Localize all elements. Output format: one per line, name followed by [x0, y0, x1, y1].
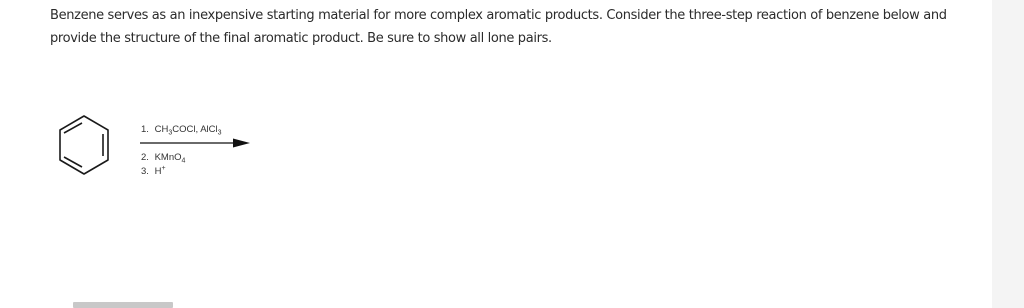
reaction-arrow — [140, 139, 250, 148]
step-3-number: 3. — [141, 166, 149, 177]
step-1-reagent-b-subscript: 3 — [217, 129, 222, 137]
step-1-number: 1. — [141, 124, 149, 135]
step-2-number: 2. — [141, 152, 149, 163]
question-text: Benzene serves as an inexpensive starting material for more complex aromatic products. Consider the three-step reaction of benzene below and provide the structure of the final aromatic product. Be sure to show all lone pairs. — [50, 8, 947, 46]
step-3-reagent: H — [154, 166, 162, 177]
step-2-reagent-subscript: 4 — [181, 157, 186, 165]
step-1-reagent-b: COCl, AlCl — [172, 124, 218, 135]
step-1-reagent-a-subscript: 3 — [168, 129, 173, 137]
step-3-reagent-superscript: + — [161, 165, 166, 172]
benzene-ring-icon — [60, 116, 108, 174]
right-scroll-area — [992, 0, 1024, 308]
step-3-reagents — [141, 165, 166, 177]
step-2-reagent: KMnO — [154, 152, 182, 163]
step-2-reagents — [141, 152, 186, 165]
step-1-reagents — [141, 124, 222, 137]
horizontal-scrollbar-thumb[interactable] — [73, 302, 173, 308]
step-1-reagent-a: CH — [154, 124, 169, 135]
